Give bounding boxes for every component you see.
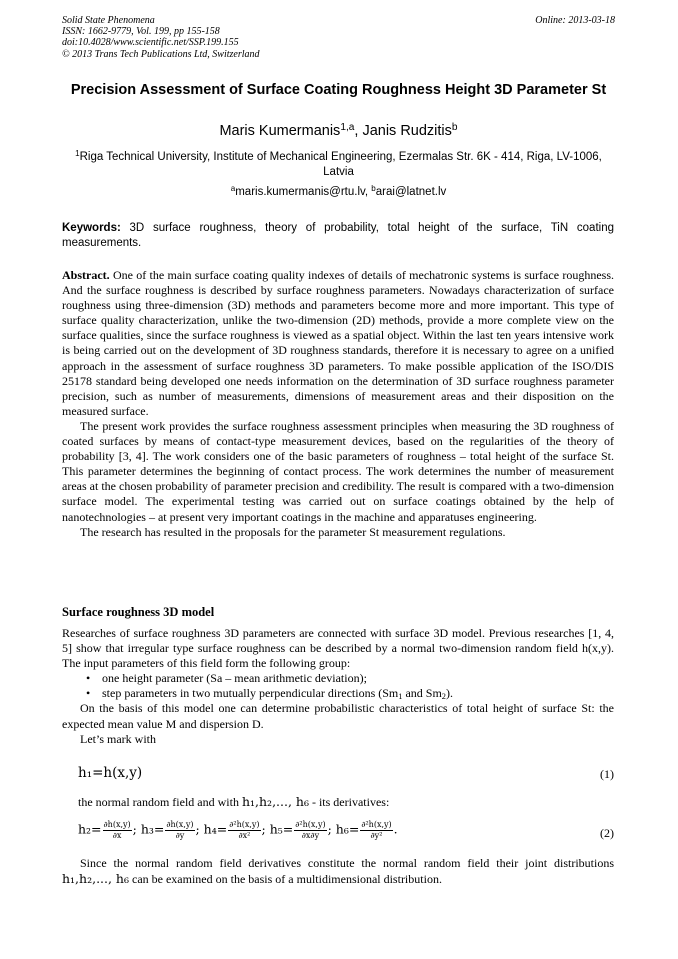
fraction	[294, 820, 326, 840]
fraction-numerator: ∂²h(x,y)	[295, 820, 326, 829]
fraction	[228, 820, 260, 840]
author-1: Maris Kumermanis	[219, 123, 341, 139]
section-paragraph-1: Researches of surface roughness 3D parameters are connected with surface 3D model. Previous researches [1, 4, 5] show that irregular type surface roughness can be described by a normal two-dimension random field h(x,y). The input parameters of this field form the following group:	[62, 626, 614, 671]
abstract-text-1: One of the main surface coating quality indexes of details of mechatronic systems is surface roughness. And the surface roughness is described by surface roughness parameters. Nowadays characterization of surface roughness using three-dimension (3D) methods and parameters become more and more important. This type of surface quality characterization, unlike the two-dimension (2D) methods, provide a more complete view on the surface qualities, since the surface roughness is viewed as a spatial object. Within the last ten years intensive work is being carried out on the development of 3D roughness standards, therefore it is necessary to agree on a unified approach in the assessment of surface roughness 3D parameters. To make possible application of the ISO/DIS 25178 standard being developed one needs information on the determination of 3D surface roughness parameter precision, such as number of measurements, dimensions of measurement areas and their disposition on the measured surface.	[62, 268, 614, 418]
author-2: Janis Rudzitis	[362, 123, 452, 139]
abstract	[62, 268, 614, 540]
fraction-numerator: ∂²h(x,y)	[361, 820, 392, 829]
paper-title: Precision Assessment of Surface Coating Roughness Height 3D Parameter St	[70, 82, 607, 98]
equation-1-number: (1)	[600, 767, 614, 781]
fraction-denominator: ∂x∂y	[301, 830, 320, 840]
issn-line: ISSN: 1662-9779, Vol. 199, pp 155-158	[62, 26, 220, 38]
list-item-text: one height parameter (Sa – mean arithmetic deviation);	[102, 671, 367, 686]
email-b-link[interactable]: arai@latnet.lv	[375, 186, 447, 198]
journal-name: Solid State Phenomena	[62, 15, 155, 26]
equation-2	[78, 820, 614, 840]
equation-1-followup	[78, 794, 389, 810]
list-item: • one height parameter (Sa – mean arithmetic deviation);	[86, 671, 367, 686]
eq2-term: ; h₃=	[132, 821, 165, 837]
list-item-text: step parameters in two mutually perpendicular directions (Sm	[102, 686, 399, 701]
eq2-term: h₂=	[78, 821, 102, 837]
derivatives-symbol: h₁,h₂,..., h₆	[62, 871, 129, 887]
fraction-denominator: ∂y	[175, 830, 185, 840]
fraction-denominator: ∂x²	[238, 830, 251, 840]
doi-line: doi:10.4028/www.scientific.net/SSP.199.155	[62, 37, 239, 49]
fraction-numerator: ∂h(x,y)	[103, 820, 131, 829]
fraction-denominator: ∂y²	[370, 830, 383, 840]
paragraph-text: can be examined on the basis of a multidimensional distribution.	[129, 872, 442, 887]
fraction-numerator: ∂h(x,y)	[166, 820, 194, 829]
list-item-text: and Sm	[402, 686, 442, 701]
list-item-text: ).	[445, 686, 453, 701]
copyright-line: © 2013 Trans Tech Publications Ltd, Switzerland	[62, 48, 260, 60]
section-paragraph-4	[62, 856, 614, 887]
subscript: 1	[398, 692, 403, 702]
section-paragraph-2: On the basis of this model one can determine probabilistic characteristics of total height of surface St: the expected mean value M and dispersion D.	[62, 701, 614, 731]
parameter-list	[62, 671, 614, 701]
abstract-paragraph-3: The research has resulted in the proposals for the parameter St measurement regulations.	[80, 524, 506, 539]
keywords-label: Keywords:	[62, 222, 121, 234]
abstract-label: Abstract.	[62, 268, 110, 282]
fraction	[165, 820, 194, 840]
fraction	[360, 820, 392, 840]
eq2-term: ; h₅=	[261, 821, 294, 837]
section-paragraph-3: Let’s mark with	[80, 731, 156, 746]
closing-paragraph	[62, 856, 614, 887]
followup-text: - its derivatives:	[308, 795, 390, 809]
author-emails	[62, 185, 615, 199]
equation-1	[78, 765, 614, 781]
keywords-text: 3D surface roughness, theory of probability, total height of the surface, TiN coating measurements.	[62, 222, 614, 249]
abstract-paragraph-2: The present work provides the surface roughness assessment principles when measuring the 3D roughness of coated surfaces by means of contact-type measurement devices, based on the regularities of the theory of probability [3, 4]. The work considers one of the basic parameters of roughness – total height of the surface St. This parameter determines the beginning of contact process. The work determines the number of measurement areas at the chosen probability of parameter precision and credibility. The result is compared with a two-dimension surface model. The experimental testing was carried out on surface coatings obtained by the help of nanotechnologies – at present very important coatings in the machine and apparatuses engineering.	[62, 418, 614, 524]
fraction-numerator: ∂²h(x,y)	[229, 820, 260, 829]
affiliation-text: Riga Technical University, Institute of Mechanical Engineering, Ezermalas Str. 6K - 414, Riga, LV-1006, Latvia	[79, 151, 602, 178]
fraction-denominator: ∂x	[112, 830, 122, 840]
keywords	[62, 221, 614, 250]
eq2-term: ; h₄=	[195, 821, 228, 837]
abstract-paragraph-1	[62, 268, 614, 419]
affiliation-marker: 1	[75, 149, 80, 159]
email-separator: ,	[364, 186, 372, 198]
author-list	[62, 123, 615, 140]
list-item: • step parameters in two mutually perpendicular directions ($Sm_1$ and $Sm_2$).	[86, 686, 453, 702]
author-2-affil: b	[451, 122, 458, 134]
affiliation	[62, 150, 615, 179]
equation-1-body: h₁=h(x,y)	[78, 765, 143, 781]
online-date: Online: 2013-03-18	[535, 15, 615, 26]
author-separator: ,	[354, 123, 363, 139]
paragraph-text: Since the normal random field derivatives constitute the normal random field their joint distributions	[80, 856, 614, 870]
journal-header	[62, 15, 260, 60]
derivatives-symbol: h₁,h₂,..., h₆	[241, 794, 309, 809]
email-a-link[interactable]: maris.kumermanis@rtu.lv	[235, 186, 365, 198]
equation-2-number: (2)	[600, 826, 614, 840]
author-1-affil: 1,a	[340, 122, 355, 134]
subscript: 2	[441, 692, 446, 702]
eq2-term: ; h₆=	[327, 821, 360, 837]
email-b-marker: b	[371, 184, 376, 194]
fraction	[103, 820, 132, 840]
email-a-marker: a	[230, 184, 236, 194]
section-body	[62, 626, 614, 747]
followup-text: the normal random field and with	[78, 795, 242, 809]
section-heading: Surface roughness 3D model	[62, 605, 215, 619]
eq2-term: .	[393, 821, 398, 837]
